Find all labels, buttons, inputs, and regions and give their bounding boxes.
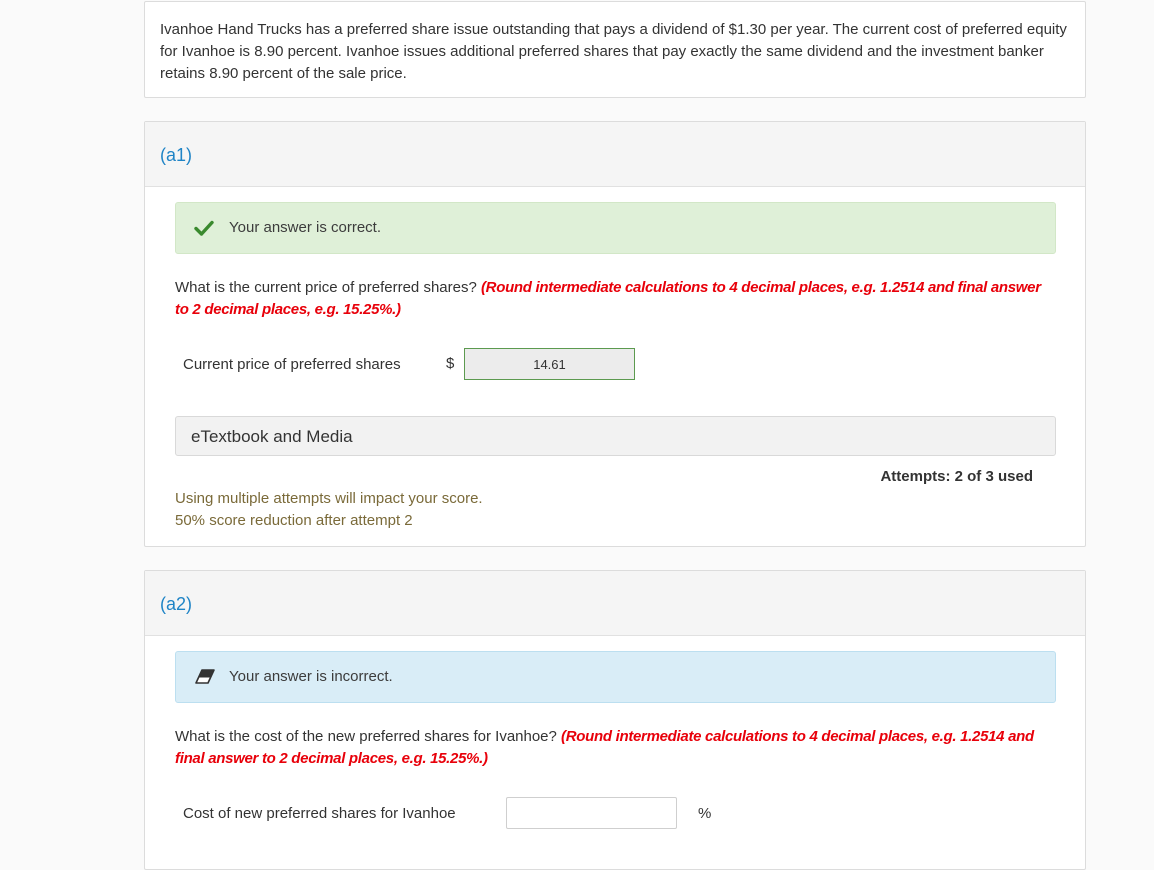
new-preferred-cost-label: Cost of new preferred shares for Ivanhoe bbox=[183, 805, 456, 822]
incorrect-feedback-alert bbox=[175, 651, 1056, 703]
attempts-warning-line1: Using multiple attempts will impact your score. bbox=[175, 490, 483, 507]
currency-symbol: $ bbox=[446, 355, 455, 372]
correct-feedback-alert bbox=[175, 202, 1056, 254]
part-a2-label: (a2) bbox=[160, 594, 193, 614]
attempts-counter: Attempts: 2 of 3 used bbox=[880, 468, 1033, 485]
new-preferred-cost-input[interactable] bbox=[506, 797, 677, 829]
attempts-warning-line2: 50% score reduction after attempt 2 bbox=[175, 512, 413, 529]
etextbook-media-label: eTextbook and Media bbox=[191, 427, 353, 446]
part-a1-header bbox=[145, 122, 1085, 187]
problem-statement-card bbox=[144, 1, 1086, 98]
problem-statement: Ivanhoe Hand Trucks has a preferred share issue outstanding that pays a dividend of $1.30 per year. The current cost of preferred equity for Ivanhoe is 8.90 percent. Ivanhoe issues additional preferred shares that pay exactly the same dividend and the investment banker retains 8.90 percent of the sale price. bbox=[160, 21, 1067, 82]
etextbook-media-bar[interactable] bbox=[175, 416, 1056, 456]
current-price-label: Current price of preferred shares bbox=[183, 356, 401, 373]
part-a2-card bbox=[144, 570, 1086, 870]
question-a2-text: What is the cost of the new preferred shares for Ivanhoe? bbox=[175, 728, 562, 745]
part-a2-header bbox=[145, 571, 1085, 636]
percent-unit: % bbox=[698, 805, 712, 822]
part-a1-card bbox=[144, 121, 1086, 547]
correct-feedback-text: Your answer is correct. bbox=[229, 219, 382, 236]
question-a2-hint: (Round intermediate calculations to 4 decimal places, e.g. 1.2514 and final answer to 2 decimal places, e.g. 15.25%.) bbox=[175, 728, 1034, 767]
question-a1 bbox=[175, 277, 1055, 321]
incorrect-feedback-text: Your answer is incorrect. bbox=[229, 668, 393, 685]
eraser-icon bbox=[194, 669, 214, 685]
attempts-warning bbox=[175, 488, 483, 532]
current-price-input[interactable] bbox=[464, 348, 635, 380]
question-a1-text: What is the current price of preferred shares? bbox=[175, 279, 481, 296]
question-a1-hint: (Round intermediate calculations to 4 decimal places, e.g. 1.2514 and final answer to 2 decimal places, e.g. 15.25%.) bbox=[175, 279, 1041, 318]
question-a2 bbox=[175, 726, 1055, 770]
part-a1-label: (a1) bbox=[160, 145, 193, 165]
checkmark-icon bbox=[194, 220, 214, 236]
